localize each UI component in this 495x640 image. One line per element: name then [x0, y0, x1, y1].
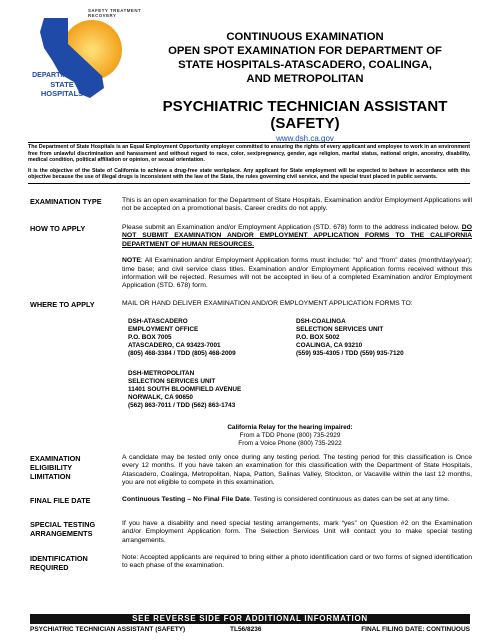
- relay-info: [160, 424, 420, 448]
- title-line: OPEN SPOT EXAMINATION FOR DEPARTMENT OF: [168, 45, 442, 57]
- title-line: CONTINUOUS EXAMINATION: [226, 31, 384, 43]
- relay-tdd: From a TDD Phone (800) 735-2929: [239, 432, 341, 439]
- office-line: COALINGA, CA 93210: [296, 342, 363, 349]
- where-to-apply-intro: MAIL OR HAND DELIVER EXAMINATION AND/OR EMPLOYMENT APPLICATION FORMS TO:: [122, 300, 413, 307]
- footer-left: PSYCHIATRIC TECHNICIAN ASSISTANT (SAFETY): [30, 626, 186, 633]
- office-line: (805) 468-3384 / TDD (805) 468-2009: [128, 350, 236, 357]
- how-to-apply-warning: DO NOT SUBMIT EXAMINATION AND/OR EMPLOYMENT APPLICATION FORMS TO THE CALIFORNIA DEPARTMENT OF HUMAN RESOURCES.: [122, 224, 472, 248]
- eligibility-label: EXAMINATION ELIGIBILITY LIMITATION: [30, 454, 81, 481]
- final-file-text: [122, 496, 472, 504]
- office-line: DSH-COALINGA: [296, 318, 346, 325]
- title-line: AND METROPOLITAN: [246, 73, 364, 85]
- logo-department-line2: STATE HOSPITALS: [40, 80, 84, 98]
- exam-type-text: This is an open examination for the Department of State Hospitals. Examination and/or Employment Applications will not be accepted on a promotional basis. Career credits do not apply.: [122, 197, 472, 213]
- how-to-apply-plain: Please submit an Examination and/or Employment Application (STD. 678) form to the address indicated below.: [122, 224, 462, 231]
- exam-title: [140, 30, 470, 86]
- how-to-apply-text: [122, 224, 472, 297]
- office-coalinga: [296, 318, 471, 358]
- office-line: ATASCADERO, CA 93423-7001: [128, 342, 221, 349]
- eeo-statement: The Department of State Hospitals is an Equal Employment Opportunity employer committed to ensuring the rights of every applicant and employee to work in an environment free from unlawful discrimination and harassment and without regard to race, color, sex/pregnancy, gender, age religion, marital status, national origin, ancestry, disability, medical condition, political affiliation or opinion, or sexual orientation.: [28, 144, 470, 164]
- note-label: NOTE: [122, 257, 141, 265]
- title-line: STATE HOSPITALS-ATASCADERO, COALINGA,: [178, 59, 432, 71]
- office-line: SELECTION SERVICES UNIT: [296, 326, 384, 333]
- position-line1: PSYCHIATRIC TECHNICIAN ASSISTANT: [162, 98, 448, 115]
- identification-text: Note: Accepted applicants are required to bring either a photo identification card or two forms of signed identification to each phase of the examination.: [122, 554, 472, 570]
- how-to-apply-label: HOW TO APPLY: [30, 224, 86, 233]
- special-testing-text: If you have a disability and need special testing arrangements, mark “yes” on Question #2 on the Examination and/or Employment Application form. The Selection Services Unit will contact you to make special testing arrangements.: [122, 520, 472, 544]
- office-line: SELECTION SERVICES UNIT: [128, 378, 216, 385]
- position-title: [140, 98, 470, 132]
- office-line: 11401 SOUTH BLOOMFIELD AVENUE: [128, 386, 242, 393]
- identification-label: IDENTIFICATION REQUIRED: [30, 554, 88, 572]
- website-link[interactable]: www.dsh.ca.gov: [276, 134, 334, 143]
- final-file-bold: Continuous Testing – No Final File Date: [122, 496, 250, 503]
- office-line: P.O. BOX 7005: [128, 334, 172, 341]
- eligibility-text: A candidate may be tested only once during any testing period. The testing period for this classification is Once every 12 months. If you have taken an examination for this classification with the Department of State Hospitals, Atascadero, Coalinga, Metropolitan, Napa, Patton, Salinas Valley, Stockton, or Vacaville within the last 12 months, you are not eligible to compete in this examination.: [122, 454, 472, 487]
- footer-right: FINAL FILING DATE: CONTINUOUS: [361, 626, 470, 633]
- reverse-side-banner: SEE REVERSE SIDE FOR ADDITIONAL INFORMATION: [30, 614, 470, 624]
- office-line: NORWALK, CA 90650: [128, 394, 193, 401]
- footer-center: TL56/8236: [230, 626, 262, 633]
- dsh-logo: [30, 8, 142, 106]
- final-file-label: FINAL FILE DATE: [30, 496, 91, 505]
- office-line: P.O. BOX 5002: [296, 334, 340, 341]
- office-atascadero: [128, 318, 303, 358]
- office-line: DSH-ATASCADERO: [128, 318, 188, 325]
- position-line2: (SAFETY): [270, 115, 340, 132]
- drug-free-statement: It is the objective of the State of California to achieve a drug-free state workplace. Any applicant for State employment will be expected to behave in accordance with this objective because the use of illegal drugs is inconsistent with the law of the State, the rules governing civil service, and the special trust placed in public servants.: [28, 167, 470, 181]
- final-file-rest: . Testing is considered continuous as dates can be set at any time.: [249, 496, 450, 503]
- office-line: DSH-METROPOLITAN: [128, 370, 195, 377]
- logo-department-line1: DEPARTMENT OF: [32, 72, 92, 79]
- relay-heading: California Relay for the hearing impaired:: [227, 424, 353, 431]
- exam-type-label: EXAMINATION TYPE: [30, 197, 102, 206]
- special-testing-label: SPECIAL TESTING ARRANGEMENTS: [30, 520, 96, 538]
- office-line: (559) 935-4305 / TDD (559) 935-7120: [296, 350, 404, 357]
- office-line: (562) 863-7011 / TDD (562) 863-1743: [128, 402, 236, 409]
- note-text: : All Examination and/or Employment Application forms must include: “to” and “from” dates (month/day/year); time base; and civil service class titles. Examination and/or Employment Application forms received without this information will be rejected. Resumes will not be accepted in lieu of a completed Examination and/or Employment Application (STD. 678) form.: [122, 257, 472, 290]
- relay-voice: From a Voice Phone (800) 735-2922: [238, 440, 342, 447]
- eeo-statement-block: [28, 142, 470, 184]
- logo-arc-text: SAFETY TREATMENT RECOVERY: [88, 8, 142, 18]
- where-to-apply-label: WHERE TO APPLY: [30, 300, 95, 309]
- office-line: EMPLOYMENT OFFICE: [128, 326, 199, 333]
- office-metropolitan: [128, 370, 303, 410]
